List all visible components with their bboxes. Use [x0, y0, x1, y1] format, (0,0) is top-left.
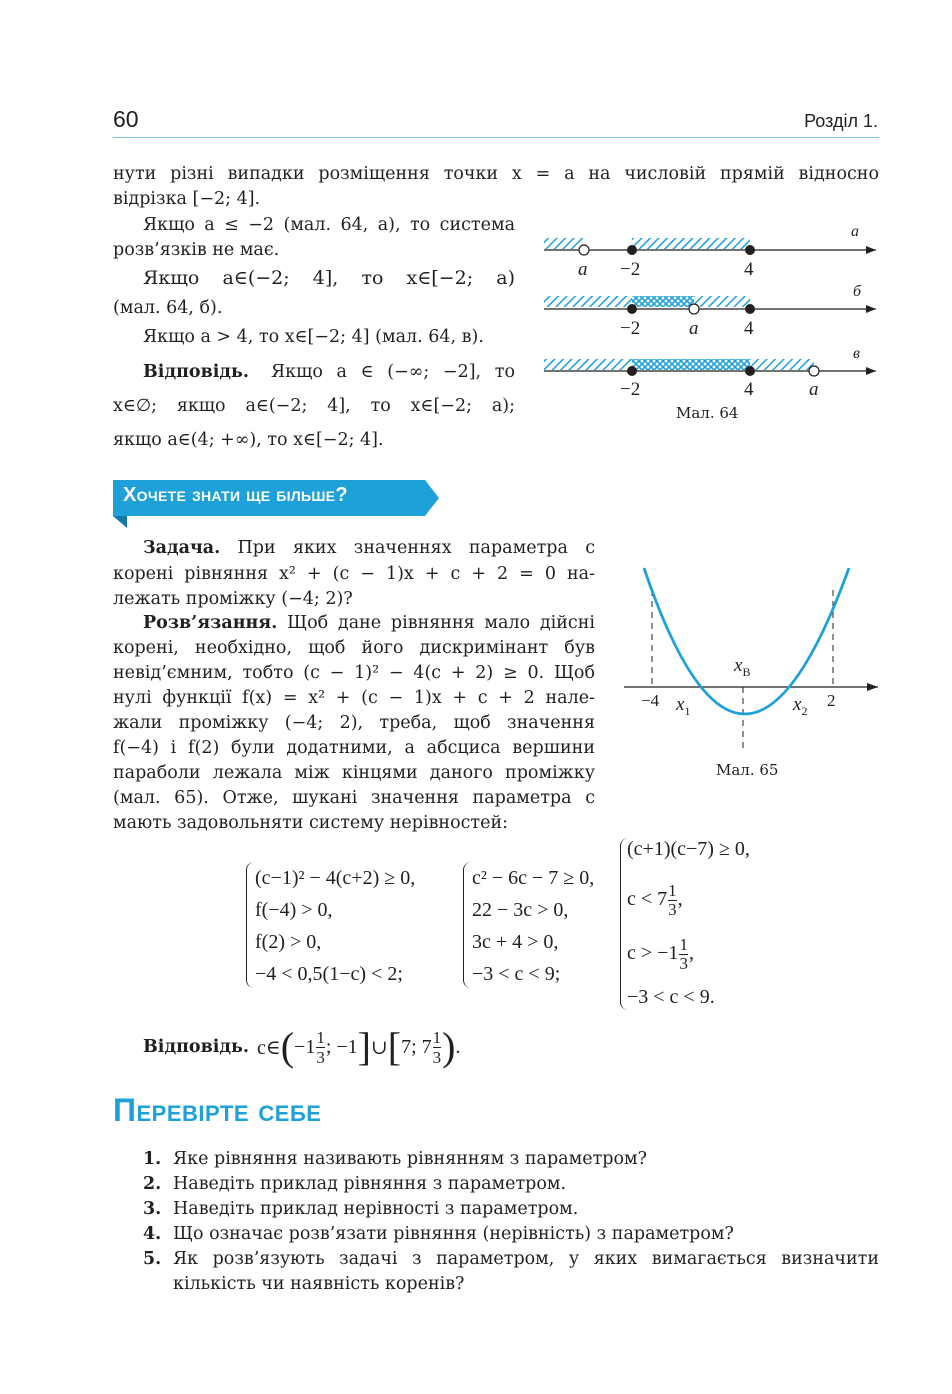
answer-line-3: якщо a∈(4; +∞), то x∈[−2; 4]. [113, 430, 384, 450]
fig64-c-label-m2: −2 [620, 379, 641, 400]
solution-line-7: параболи лежала між кінцями даного проміжку [113, 763, 595, 783]
task-label: Задача. [143, 538, 221, 558]
page-number: 60 [113, 106, 139, 132]
fig64-b-label-m2: −2 [620, 318, 641, 339]
final-answer-p3: 7; 7 [401, 1035, 432, 1058]
solution-line-1 [143, 611, 595, 636]
fig64-a-label-a: a [578, 259, 588, 280]
solution-line-4: нулі функції f(x) = x² + (c − 1)x + c + 2 нале- [113, 688, 595, 708]
figure-65 [620, 560, 885, 760]
question-3: 3. Наведіть приклад нерівності з параметром. [143, 1199, 579, 1219]
answer-line-2: x∈∅; якщо a∈(−2; 4], то x∈[−2; a); [113, 396, 515, 416]
sys3-row-4: −3 < c < 9. [627, 986, 715, 1008]
task-line-1 [143, 536, 595, 561]
fig64-row-a [544, 238, 876, 255]
question-1: 1. Яке рівняння називають рівнянням з параметром? [143, 1149, 647, 1169]
case3-line: Якщо a > 4, то x∈[−2; 4] (мал. 64, в). [143, 327, 484, 347]
system-1-brace [246, 862, 255, 988]
fig65-label-x2: $x_2$ [793, 694, 808, 718]
banner-title: Хочете знати ще більше? [123, 484, 348, 506]
question-2: 2. Наведіть приклад рівняння з параметром. [143, 1174, 567, 1194]
solution-label: Розв’язання. [143, 613, 278, 633]
solution-line-6: f(−4) і f(2) були додатними, а абсциса вершини [113, 738, 595, 758]
final-answer-p2: ; −1 [325, 1035, 358, 1058]
answer-line-1 [143, 360, 515, 385]
question-5: 5. Як розв’язують задачі з параметром, у яких вимагається визначити [143, 1249, 879, 1269]
task-line-3: лежать проміжку (−4; 2)? [113, 589, 353, 609]
solution-text-1: Щоб дане рівняння мало дійсні [287, 613, 595, 633]
solution-line-8: (мал. 65). Отже, шукані значення параметра c [113, 788, 595, 808]
fig65-label-xv: $x_В$ [734, 655, 751, 679]
intro-line-2: відрізка [−2; 4]. [113, 189, 261, 209]
case1-line-b: розв’язків не має. [113, 240, 280, 260]
answer-label: Відповідь. [143, 362, 250, 382]
fig64-c-label-4: 4 [744, 379, 754, 400]
fig64-row-c [544, 359, 876, 376]
sys2-row-4: −3 < c < 9; [472, 963, 561, 985]
sys2-row-1: c² − 6c − 7 ≥ 0, [472, 867, 595, 889]
sys3-row-1: (c+1)(c−7) ≥ 0, [627, 838, 750, 860]
case2-line-b: (мал. 64, б). [113, 298, 223, 318]
solution-line-2: корені, необхідно, щоб його дискримінант був [113, 638, 595, 658]
task-text-1: При яких значеннях параметра c [237, 538, 595, 558]
final-answer-frac-2: 1 3 [432, 1027, 442, 1067]
fig64-a-label-4: 4 [744, 259, 754, 280]
system-2-brace [463, 862, 472, 988]
fig64-b-label-a: a [689, 318, 699, 339]
fig64-letter-a: а [851, 223, 859, 240]
system-3-brace [620, 838, 629, 1010]
solution-line-9: мають задовольняти систему нерівностей: [113, 813, 509, 833]
fig65-label-minus4: −4 [641, 691, 660, 710]
fig64-b-label-4: 4 [744, 318, 754, 339]
case2-line-a: Якщо a∈(−2; 4], то x∈[−2; a) [143, 267, 515, 289]
fig64-letter-b: б [853, 283, 862, 300]
sys1-row-3: f(2) > 0, [255, 931, 322, 953]
sys3-row-3: c > −1 $\frac{1}{3}$ , [627, 935, 694, 973]
figure-64 [540, 220, 885, 420]
final-answer-union: ∪ [371, 1036, 388, 1059]
final-answer: Відповідь. c∈ ( −1 1 3 ; −1 ] ∪ [ 7; 7 1 3 ) . [143, 1024, 461, 1069]
sys1-row-4: −4 < 0,5(1−c) < 2; [255, 963, 403, 985]
system-1 [255, 862, 415, 990]
sys3-row-2: c < 7 $\frac{1}{3}$ , [627, 881, 683, 919]
question-4: 4. Що означає розв’язати рівняння (нерівність) з параметром? [143, 1224, 734, 1244]
solution-line-3: невід’ємним, тобто (c − 1)² − 4(c + 2) ≥ 0. Щоб [113, 663, 595, 683]
fig64-caption: Мал. 64 [676, 404, 739, 422]
fig65-label-x1: $x_1$ [676, 694, 691, 718]
header-rule [113, 137, 879, 138]
section-title: Розділ 1. [804, 111, 878, 131]
intro-line-1: нути різні випадки розміщення точки x = a на числовій прямій відносно [113, 164, 879, 184]
final-answer-frac-1: 1 3 [316, 1027, 325, 1067]
final-answer-label: Відповідь. [143, 1036, 250, 1057]
question-5-cont: кількість чи наявність коренів? [173, 1274, 465, 1294]
sys2-row-2: 22 − 3c > 0, [472, 899, 569, 921]
task-line-2: корені рівняння x² + (c − 1)x + c + 2 = 0 на- [113, 564, 595, 584]
final-answer-prefix: c∈ [257, 1036, 281, 1059]
fig64-row-b [544, 296, 876, 314]
case1-line-a: Якщо a ≤ −2 (мал. 64, а), то система [143, 215, 515, 235]
solution-line-5: жали проміжку (−4; 2), треба, щоб значення [113, 713, 595, 733]
final-answer-p1: −1 [294, 1035, 316, 1058]
check-title: Перевірте себе [113, 1092, 322, 1128]
final-answer-end: . [455, 1035, 461, 1058]
sys1-row-2: f(−4) > 0, [255, 899, 333, 921]
check-questions [143, 1147, 879, 1297]
fig64-c-label-a: a [809, 379, 819, 400]
answer-text-1: Якщо a ∈ (−∞; −2], то [271, 362, 515, 382]
system-2 [472, 862, 594, 990]
sys1-row-1: (c−1)² − 4(c+2) ≥ 0, [255, 867, 416, 889]
fig65-caption: Мал. 65 [716, 761, 779, 779]
fig64-a-label-m2: −2 [620, 259, 641, 280]
fig65-label-2: 2 [827, 691, 836, 710]
fig64-letter-c: в [853, 345, 860, 362]
sys2-row-3: 3c + 4 > 0, [472, 931, 559, 953]
